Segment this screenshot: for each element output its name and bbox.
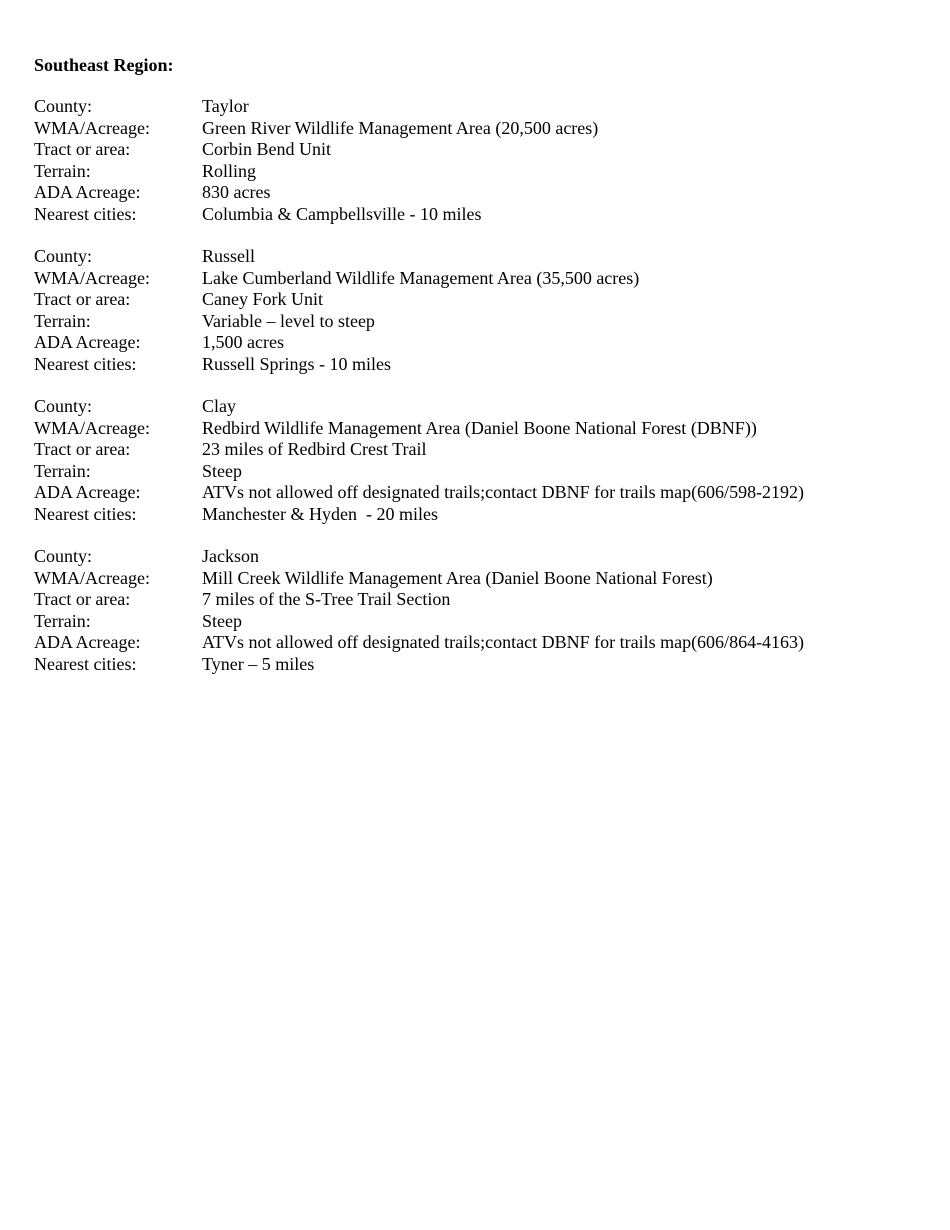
wma-value: Green River Wildlife Management Area (20,500 acres) bbox=[202, 117, 599, 138]
tract-label: Tract or area: bbox=[34, 589, 131, 609]
wma-value: Redbird Wildlife Management Area (Daniel Boone National Forest (DBNF)) bbox=[202, 417, 757, 438]
ada-label: ADA Acreage: bbox=[34, 182, 141, 202]
tract-row bbox=[34, 589, 934, 611]
wma-entry-russell bbox=[34, 246, 934, 375]
wma-entry-jackson bbox=[34, 546, 934, 675]
tract-label: Tract or area: bbox=[34, 289, 131, 309]
terrain-label: Terrain: bbox=[34, 160, 91, 181]
tract-value: 7 miles of the S-Tree Trail Section bbox=[202, 589, 451, 609]
ada-label: ADA Acreage: bbox=[34, 332, 141, 352]
terrain-value: Steep bbox=[202, 460, 242, 481]
wma-value: Lake Cumberland Wildlife Management Area (35,500 acres) bbox=[202, 267, 640, 288]
terrain-row bbox=[34, 611, 934, 633]
cities-row bbox=[34, 654, 934, 676]
section-heading: Southeast Region: bbox=[34, 55, 174, 75]
tract-label: Tract or area: bbox=[34, 139, 131, 159]
cities-row bbox=[34, 504, 934, 526]
county-value: Russell bbox=[202, 246, 256, 266]
cities-label: Nearest cities: bbox=[34, 503, 137, 524]
cities-value: Tyner – 5 miles bbox=[202, 653, 315, 674]
cities-row bbox=[34, 354, 934, 376]
cities-value: Columbia & Campbellsville - 10 miles bbox=[202, 203, 482, 224]
cities-label: Nearest cities: bbox=[34, 353, 137, 374]
wma-entry-taylor bbox=[34, 96, 934, 225]
cities-row bbox=[34, 204, 934, 226]
wma-label: WMA/Acreage: bbox=[34, 417, 150, 438]
wma-label: WMA/Acreage: bbox=[34, 267, 150, 288]
county-row bbox=[34, 96, 934, 118]
cities-value: Manchester & Hyden - 20 miles bbox=[202, 503, 438, 524]
county-value: Clay bbox=[202, 396, 236, 416]
terrain-label: Terrain: bbox=[34, 460, 91, 481]
cities-value: Russell Springs - 10 miles bbox=[202, 353, 392, 374]
ada-value: ATVs not allowed off designated trails;contact DBNF for trails map(606/864-4163) bbox=[202, 632, 805, 652]
tract-row bbox=[34, 439, 934, 461]
county-label: County: bbox=[34, 396, 93, 416]
county-row bbox=[34, 246, 934, 268]
terrain-value: Steep bbox=[202, 610, 242, 631]
county-label: County: bbox=[34, 246, 93, 266]
ada-value: ATVs not allowed off designated trails;contact DBNF for trails map(606/598-2192) bbox=[202, 482, 805, 502]
ada-row bbox=[34, 332, 934, 354]
terrain-label: Terrain: bbox=[34, 610, 91, 631]
ada-value: 830 acres bbox=[202, 182, 271, 202]
wma-value: Mill Creek Wildlife Management Area (Daniel Boone National Forest) bbox=[202, 567, 713, 588]
cities-label: Nearest cities: bbox=[34, 203, 137, 224]
tract-value: Caney Fork Unit bbox=[202, 289, 323, 309]
wma-row bbox=[34, 568, 934, 590]
terrain-label: Terrain: bbox=[34, 310, 91, 331]
tract-row bbox=[34, 139, 934, 161]
tract-row bbox=[34, 289, 934, 311]
tract-value: 23 miles of Redbird Crest Trail bbox=[202, 439, 427, 459]
ada-row bbox=[34, 182, 934, 204]
document-page bbox=[34, 54, 934, 696]
tract-label: Tract or area: bbox=[34, 439, 131, 459]
county-row bbox=[34, 396, 934, 418]
county-row bbox=[34, 546, 934, 568]
terrain-value: Rolling bbox=[202, 160, 257, 181]
terrain-row bbox=[34, 311, 934, 333]
wma-row bbox=[34, 418, 934, 440]
county-label: County: bbox=[34, 96, 93, 116]
wma-row bbox=[34, 118, 934, 140]
wma-label: WMA/Acreage: bbox=[34, 117, 150, 138]
county-value: Jackson bbox=[202, 546, 259, 566]
tract-value: Corbin Bend Unit bbox=[202, 139, 331, 159]
ada-row bbox=[34, 482, 934, 504]
ada-label: ADA Acreage: bbox=[34, 632, 141, 652]
ada-value: 1,500 acres bbox=[202, 332, 284, 352]
wma-entry-clay bbox=[34, 396, 934, 525]
terrain-row bbox=[34, 161, 934, 183]
ada-row bbox=[34, 632, 934, 654]
county-label: County: bbox=[34, 546, 93, 566]
terrain-value: Variable – level to steep bbox=[202, 310, 375, 331]
wma-label: WMA/Acreage: bbox=[34, 567, 150, 588]
wma-row bbox=[34, 268, 934, 290]
terrain-row bbox=[34, 461, 934, 483]
county-value: Taylor bbox=[202, 96, 249, 116]
cities-label: Nearest cities: bbox=[34, 653, 137, 674]
ada-label: ADA Acreage: bbox=[34, 482, 141, 502]
